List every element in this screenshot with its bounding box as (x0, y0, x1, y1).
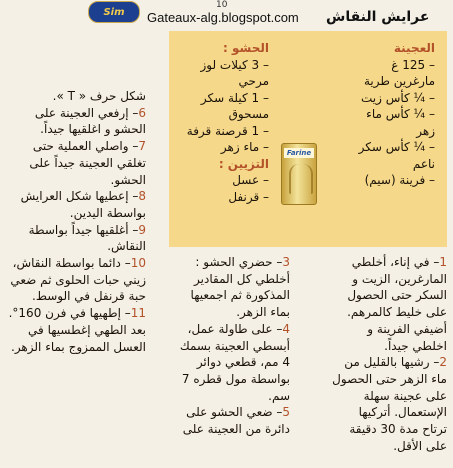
sim-logo: Sim (88, 1, 140, 23)
step-item: 8– إعطيها شكل العرايش بواسطة اليدين. (20, 189, 146, 220)
recipe-title: عرايش النقاش (326, 9, 430, 25)
filling-line: – 1 قرصنة قرفة (186, 123, 269, 138)
step-item: 4– على طاولة عمل، أبسطي العجينة بسمك 4 مم، قطعي دوائر بواسطة مول قطره 7 سم. (179, 321, 290, 403)
dough-line: زهر (416, 123, 435, 138)
step-item: 3– حضري الحشو : أخلطي كل المقادير المذكورة ثم اجمعيها بماء الزهر. (190, 255, 290, 320)
steps-column-2 (174, 254, 290, 438)
step-item: 5– ضعي الحشو على دائرة من العجينة على (182, 405, 290, 437)
steps-column-1 (331, 254, 447, 454)
decoration-line: – قرنفل (228, 189, 269, 204)
dough-line: – ¼ كأس ماء (366, 107, 435, 121)
filling-line: مسحوق (228, 107, 269, 121)
step-item: 2– رشيها بالقليل من ماء الزهر حتى الحصول على عجينة سهلة الإستعمال. أتركيها ترتاح مدة 30 دقيقة على الأقل. (332, 355, 447, 453)
step-item: 11– إطهيها في فرن 160°. بعد الطهي إغطسيها في العسل الممزوج بماء الزهر. (8, 306, 146, 354)
filling-line: – 3 كيلات لوز (200, 57, 269, 72)
step-item: 6– إرفعي العجينة على الحشو و اغلقيها جيداً. (34, 105, 146, 137)
step-lead: شكل حرف « T ». (52, 89, 146, 103)
flour-bag-image (281, 143, 317, 205)
step-item: 9– أغلقيها جيداً بواسطة النقاش. (28, 222, 146, 254)
decoration-title: التزيين : (218, 156, 269, 171)
ingredients-panel (169, 31, 447, 247)
dough-line: – فرينة (سيم) (364, 173, 435, 187)
dough-line: ناعم (412, 156, 435, 171)
step-item: 1– في إناء، أخلطي المارغرين، الزيت و السكر حتى الحصول على خليط كالمرهم. أضيفي الفرينة و اخلطي جيداً. (347, 255, 447, 353)
filling-ingredients (173, 40, 269, 205)
filling-title: الحشو : (223, 41, 269, 55)
page-number: 10 (216, 0, 228, 10)
dough-ingredients (327, 40, 435, 189)
dough-line: مارغرين طرية (363, 74, 435, 88)
step-item: 7– واصلي العملية حتى تغلقي العجينة جيداً على الحشو. (29, 139, 146, 187)
filling-line: – ماء زهر (220, 140, 269, 154)
dough-line: – 125 غ (391, 57, 435, 72)
dough-title: العجينة (393, 41, 435, 55)
site-url[interactable]: Gateaux-alg.blogspot.com (147, 10, 299, 25)
wheat-icon (289, 164, 313, 194)
dough-line: – ¼ كأس سكر (358, 140, 435, 154)
dough-line: – ¼ كأس زيت (360, 90, 435, 105)
filling-line: – 1 كيلة سكر (200, 90, 269, 105)
flour-label: Farine (284, 148, 314, 158)
step-item: 10– دائما بواسطة النقاش، زيني حبات الحلوى ثم ضعي حبة قرنفل في الوسط. (10, 256, 146, 304)
steps-column-3 (6, 88, 146, 355)
decoration-line: – عسل (232, 173, 269, 187)
filling-line: مرحي (238, 74, 269, 88)
